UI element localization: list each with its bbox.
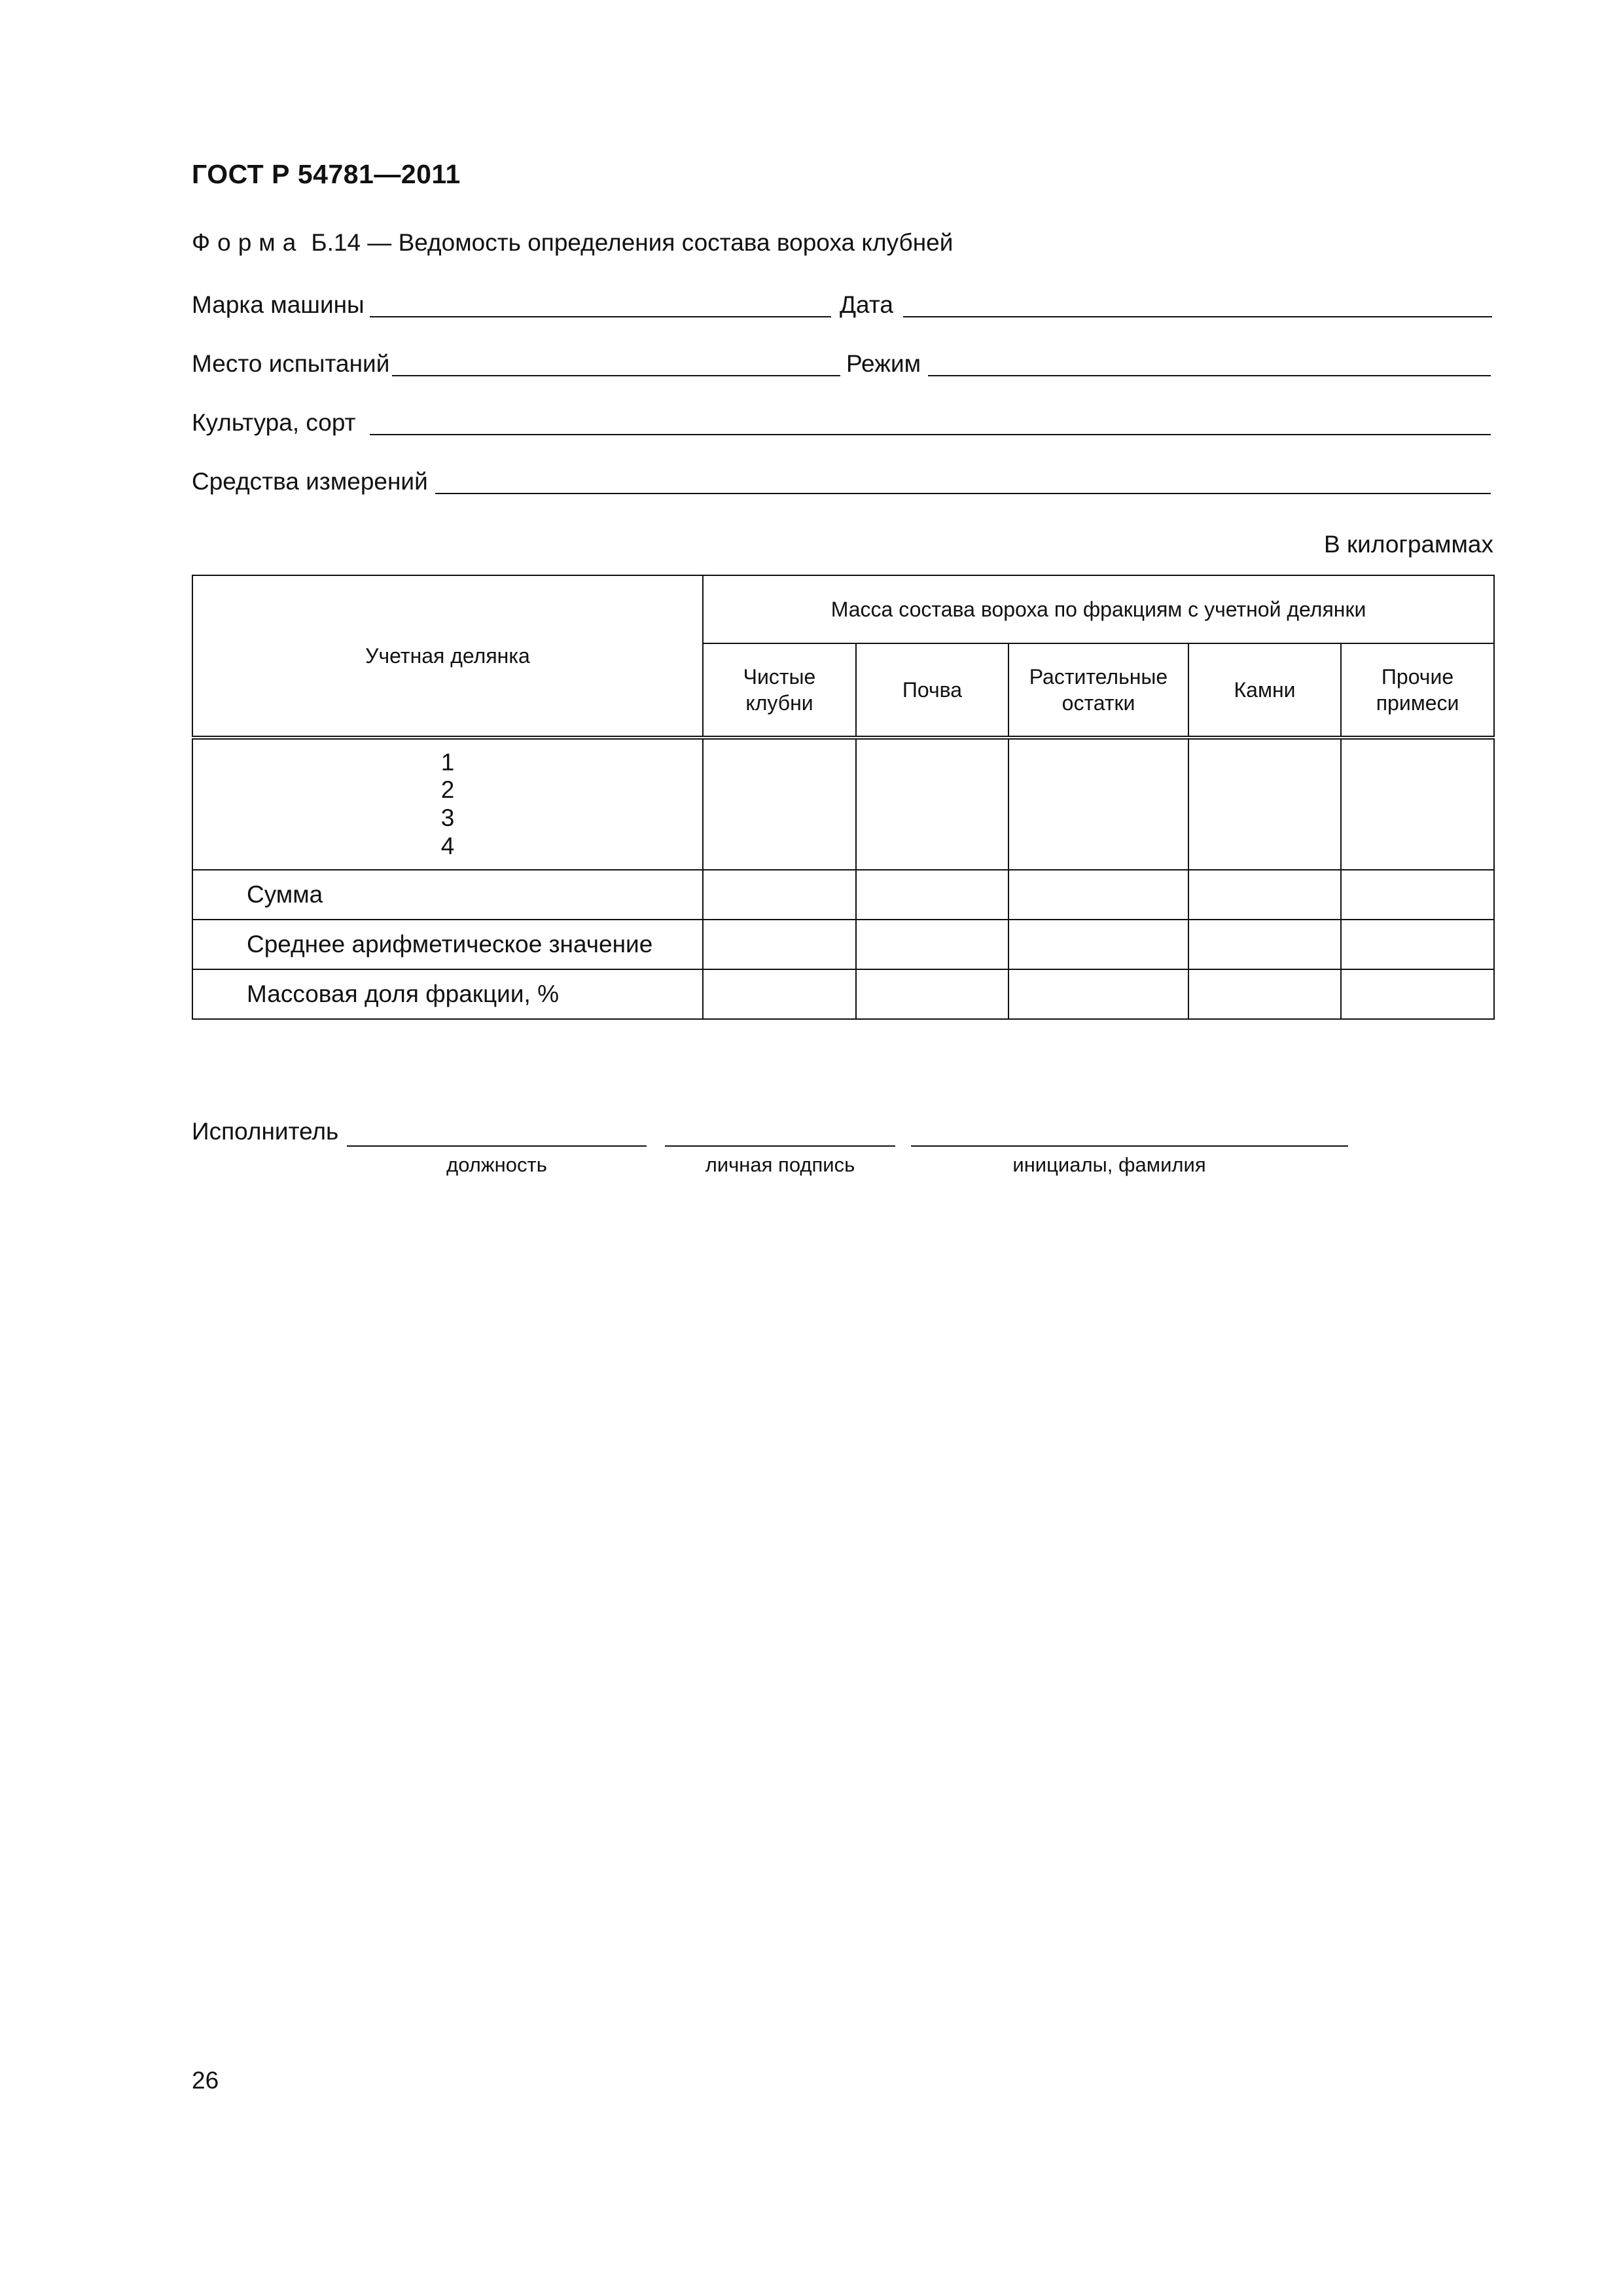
document-title: ГОСТ Р 54781—2011 [192,159,461,189]
value-cell[interactable] [703,870,856,920]
form-word: Форма [192,229,304,256]
value-cell[interactable] [1341,969,1494,1019]
column-header: Чистые клубни [703,643,856,738]
value-cell[interactable] [1188,969,1341,1019]
value-cell[interactable] [856,870,1008,920]
value-cell[interactable] [1008,738,1188,870]
value-cell[interactable] [1188,920,1341,969]
value-cell[interactable] [1341,738,1494,870]
value-cell[interactable] [856,969,1008,1019]
value-cell[interactable] [856,738,1008,870]
mean-row-label: Среднее арифметическое значение [192,920,703,969]
form-title: Б.14 — Ведомость определения состава вороха клубней [311,229,954,256]
plot-number: 3 [440,804,455,831]
date-field-line[interactable] [903,316,1492,317]
plot-column-header: Учетная делянка [192,575,703,738]
value-cell[interactable] [1188,870,1341,920]
units-note: В килограммах [1324,531,1493,558]
instruments-label: Средства измерений [192,468,428,495]
page-number: 26 [192,2067,219,2094]
sum-row-label: Сумма [192,870,703,920]
value-cell[interactable] [703,738,856,870]
value-cell[interactable] [1008,870,1188,920]
column-header: Почва [856,643,1008,738]
plot-numbers-cell [192,738,703,870]
column-header: Растительные остатки [1008,643,1188,738]
machine-label: Марка машины [192,291,365,318]
date-label: Дата [840,291,893,318]
position-field-line[interactable] [347,1145,647,1147]
fractions-table [192,575,1495,1020]
signature-field-line[interactable] [665,1145,895,1147]
column-header: Прочие примеси [1341,643,1494,738]
value-cell[interactable] [1341,870,1494,920]
crop-field-line[interactable] [370,434,1491,435]
executor-label: Исполнитель [192,1118,339,1145]
crop-label: Культура, сорт [192,409,356,436]
plot-number: 4 [440,832,455,859]
value-cell[interactable] [703,920,856,969]
value-cell[interactable] [703,969,856,1019]
name-caption: инициалы, фамилия [1012,1153,1206,1176]
mode-field-line[interactable] [928,375,1491,376]
form-caption [192,229,953,257]
fraction-group-header: Масса состава вороха по фракциям с учетной делянки [703,575,1494,643]
value-cell[interactable] [1008,920,1188,969]
plot-number: 1 [440,748,455,776]
place-label: Место испытаний [192,350,390,377]
value-cell[interactable] [856,920,1008,969]
value-cell[interactable] [1341,920,1494,969]
column-header: Камни [1188,643,1341,738]
plot-number: 2 [440,776,455,804]
name-field-line[interactable] [911,1145,1348,1147]
machine-field-line[interactable] [370,316,831,317]
value-cell[interactable] [1188,738,1341,870]
value-cell[interactable] [1008,969,1188,1019]
signature-caption: личная подпись [705,1153,855,1176]
fraction-share-row-label: Массовая доля фракции, % [192,969,703,1019]
mode-label: Режим [846,350,921,377]
place-field-line[interactable] [392,375,840,376]
instruments-field-line[interactable] [435,493,1491,494]
position-caption: должность [446,1153,547,1176]
